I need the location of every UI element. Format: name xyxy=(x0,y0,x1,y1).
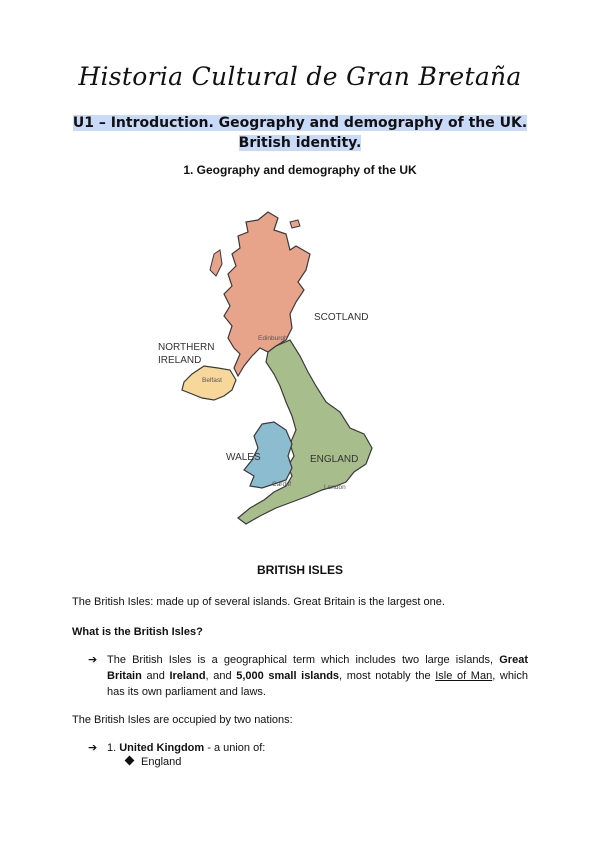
scotland-label: SCOTLAND xyxy=(314,312,369,323)
uk-map xyxy=(140,190,410,550)
section-heading: 1. Geography and demography of the UK xyxy=(183,163,417,177)
isle-of-man-term: Isle of Man xyxy=(435,670,493,682)
northern-ireland-label-line1: NORTHERN xyxy=(158,342,215,353)
united-kingdom-term: United Kingdom xyxy=(119,742,205,754)
belfast-label: Belfast xyxy=(202,377,222,384)
intro-paragraph: The British Isles: made up of several islands. Great Britain is the largest one. xyxy=(72,596,445,608)
ireland-term: Ireland xyxy=(169,670,206,682)
definition-part: , and xyxy=(205,670,237,682)
map-caption: BRITISH ISLES xyxy=(256,563,343,577)
small-islands-term: 5,000 small islands xyxy=(236,670,340,682)
london-label: London xyxy=(324,484,346,491)
wales-label: WALES xyxy=(226,452,261,463)
arrow-bullet-icon: ➔ xyxy=(88,654,98,666)
question-heading: What is the British Isles? xyxy=(72,626,203,638)
unit-heading xyxy=(70,113,530,153)
arrow-bullet-icon: ➔ xyxy=(88,742,98,754)
northern-ireland-label-line2: IRELAND xyxy=(158,355,202,366)
list-number: 1. xyxy=(107,742,120,754)
great-britain-term: Great Britain xyxy=(107,654,528,682)
document-title: Historia Cultural de Gran Bretaña xyxy=(78,62,522,91)
nations-intro: The British Isles are occupied by two nations: xyxy=(72,714,293,726)
unit-heading-highlight: U1 – Introduction. Geography and demography of the UK. British identity. xyxy=(72,115,528,151)
hebrides-island xyxy=(210,250,222,276)
sub-list-text: England xyxy=(141,756,182,768)
uk-map-svg xyxy=(140,190,410,550)
cardiff-label: Cardiff xyxy=(272,481,292,488)
definition-part: and xyxy=(141,670,170,682)
sub-list-item-england xyxy=(126,754,181,770)
definition-bullet xyxy=(90,652,528,700)
england-label: ENGLAND xyxy=(310,454,359,465)
definition-part: The British Isles is a geographical term which includes two large islands, xyxy=(107,654,500,666)
list-item-rest: - a union of: xyxy=(204,742,266,754)
edinburgh-label: Edinburgh xyxy=(258,335,288,342)
definition-part: , which has its own parliament and laws. xyxy=(107,670,528,698)
definition-part: , most notably the xyxy=(339,670,436,682)
orkney-island xyxy=(290,220,300,228)
definition-text xyxy=(90,652,528,700)
diamond-bullet-icon xyxy=(125,756,135,766)
